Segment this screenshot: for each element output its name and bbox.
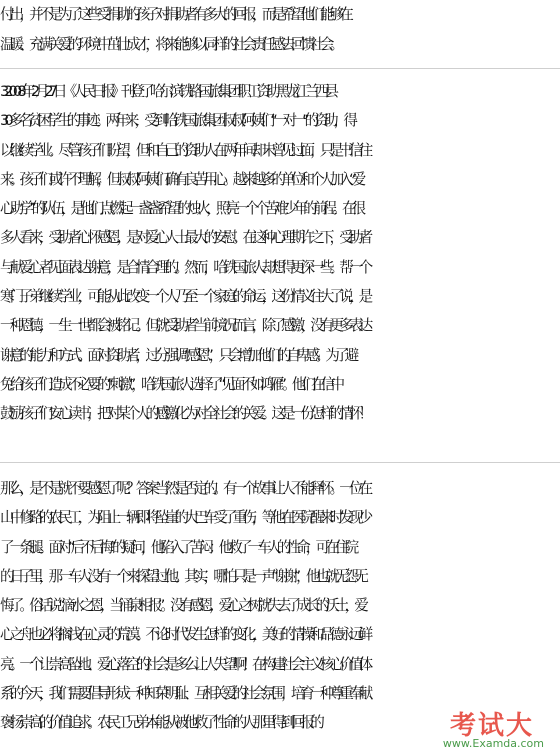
section-divider: [0, 462, 560, 463]
watermark-sub-text: www.Examda.com: [442, 737, 544, 750]
paragraph-top: [0, 0, 560, 60]
paragraph-last: [0, 474, 560, 738]
text-line: 山中修路的农民工，为阻止一辆即将坠崖的大巴车受了重伤，等他在医院醒来时发现少: [0, 509, 369, 527]
text-line: 心之舟也必将搁浅在心灵的荒漠。不论时代发生怎样的变化，美好的情操和品德永远鲜: [0, 626, 369, 644]
text-line: 寒门子弟继续学业，可能从此改变一个人乃至一个家庭的命运，这份情义往大了说，是: [0, 288, 369, 306]
text-line: 一种恩德，一生一世都会被铭记。但就受助者当前境况而言，除了感激，没有更多表达: [0, 317, 369, 335]
text-line: 以继续学业。尽管孩子们盼望，但和自己的资助人在两年间却未曾见过面，只是书信往: [0, 141, 369, 159]
text-line: 亮。一个让崇高坠地、爱心落空的社会是多么让人失望啊！在构建社会主义核心价值体: [0, 655, 369, 673]
text-line: 鼓励孩子们安心读书，把对某个人的感激化为对全社会的关爱。这是一份怎样的情怀！: [0, 405, 369, 423]
text-line: 付出，并不是为了这些受捐助的孩子对捐助者有多大的回报，而是希望他们能够在: [0, 6, 349, 23]
text-line: 心助学”的队伍，是他们点燃起一盏盏希望的烛火，照亮一个个苦难少年的前程。在很: [0, 200, 362, 218]
text-line: 来。孩子们或许不理解，但叔叔阿姨们确有良苦用心。越来越多的单位和个人加入“爱: [0, 170, 362, 188]
text-line: 与献爱心者见面表达谢意，是合情合理的。然而，哈铁国旅人却想得更深一些。帮一个: [0, 258, 369, 276]
paragraph-3: [0, 77, 560, 429]
text-line: 3.2008 年 2 月 27 日《人民日报》刊登了哈尔滨铁路国旅集团职工资助黑龙江兰西县: [0, 83, 335, 100]
section-divider: [0, 68, 560, 69]
text-line: 多人看来，受助者心怀感恩，是对爱心人士最大的安慰。在这种心理期许之下，受助者: [0, 229, 369, 247]
text-line: 温暖、充满关爱的环境中茁壮成才，将来能够以同样的社会责任感去回馈社会。: [0, 36, 340, 53]
text-line: 了一条腿。面对“后不后悔”的疑问，他陷入了苦闷：他救了一车人的性命，可在住院: [0, 538, 355, 556]
text-line: 30 多名贫困学生的事迹。两年来，受到哈铁国旅集团叔叔阿姨们“一对一”的资助，得: [0, 112, 354, 130]
text-line: 免给孩子们造成不必要的“刺激”，哈铁国旅人选择了“见面不如鸿雁”。他们在信中: [0, 375, 341, 393]
text-line: 那么，是不是就不要感恩了呢？答案当然是否定的。有一个故事让人不能释怀。一位在: [0, 480, 369, 497]
text-line: 的日子里，那一车人没有一个来探望过他。其实，哪怕只是一声“谢谢”，他也就无怨无: [0, 567, 364, 585]
text-line: 悔了。俗话说“滴水之恩，当涌泉相报”。没有感恩，爱心之树就失去了成长的沃土，爱: [0, 597, 364, 615]
text-line: 褒扬崇高的价值追求。农民工兄弟本能从被他救了性命的人那里得到回报的: [0, 714, 320, 732]
text-line: 谢意的能力和方式。面对资助者，过分强调“感恩”，只会增加他们的自卑感。为了避: [0, 346, 355, 364]
text-line: 系的今天，我们需要倡导形成一种知荣明耻、互相关爱的社会氛围，培育一种尊重奉献、: [0, 685, 379, 703]
watermark-main-text: 考试大: [449, 711, 534, 741]
